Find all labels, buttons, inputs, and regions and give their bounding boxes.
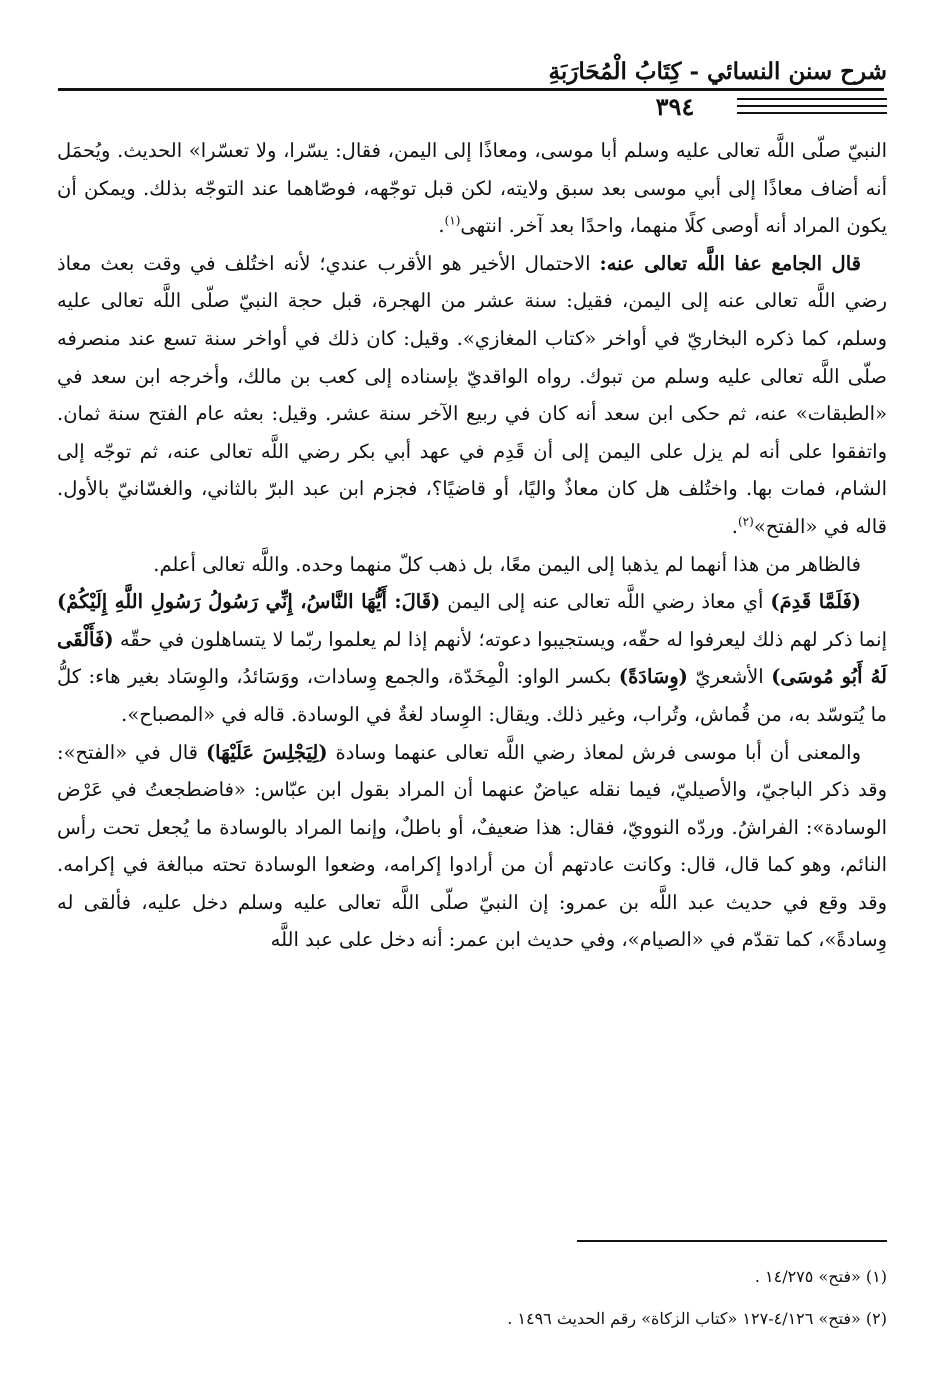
hadith-quote-faalqa: (فَأَلْقَى لَهُ أَبُو مُوسَى) (57, 627, 887, 689)
hadith-quote-qala: (قَالَ: أَيُّهَا النَّاسُ، إِنِّي رَسُولُ رَسُولِ اللَّهِ إِلَيْكُمْ) (57, 590, 441, 614)
page-number-decorative-lines (737, 98, 887, 119)
paragraph-5-text-b: قال في «الفتح»: وقد ذكر الباجيّ، والأصيليّ، فيما نقله عياضٌ عنهما أن المراد بقول ابن عبّاس: «فاضطجعتُ في عَرْض الوسادة»: الفراشُ. وردّه النوويّ، فقال: هذا ضعيفٌ، أو باطلٌ، وإنما المراد بالوسادة ما يُجعل تحت رأس النائم، وهو كما قال، قال: وكانت عادتهم أن من أرادوا إكرامه، وضعوا الوسادة تحته مبالغة في إكرامه. وقد وقع في حديث عبد اللَّه بن عمرو: إن النبيّ صلّى اللَّه تعالى عليه وسلم دخل عليه، فألقى له وِسادةً»، كما تقدّم في «الصيام»، وفي حديث ابن عمر: أنه دخل على عبد اللَّه (57, 740, 887, 952)
footnote-2: (٢) «فتح» ٤/١٢٦-١٢٧ «كتاب الزكاة» رقم الحديث ١٤٩٦ . (507, 1309, 887, 1328)
page-number-row (627, 92, 887, 126)
footnote-ref-2: (٢) (737, 514, 754, 529)
hadith-quote-wisada: (وِسَادَةً) (618, 665, 688, 689)
footnotes (57, 1256, 887, 1340)
hadith-quote-liyajlis: (لِيَجْلِسَ عَلَيْهَا) (205, 740, 328, 764)
paragraph-2 (57, 245, 887, 546)
paragraph-3: فالظاهر من هذا أنهما لم يذهبا إلى اليمن معًا، بل ذهب كلّ منهما وحده. واللَّه تعالى أعلم. (153, 552, 861, 576)
paragraph-2-end: . (731, 514, 738, 538)
paragraph-5 (57, 734, 887, 960)
paragraph-5-text-a: والمعنى أن أبا موسى فرش لمعاذ رضي اللَّه تعالى عنهما وسادة (327, 740, 861, 764)
running-header-title: شرح سنن النسائي - كِتَابُ الْمُحَارَبَةِ (548, 58, 887, 85)
page-number: ٣٩٤ (655, 92, 695, 121)
paragraph-2-lead: قال الجامع عفا اللَّه تعالى عنه: (599, 251, 861, 275)
paragraph-1: النبيّ صلّى اللَّه تعالى عليه وسلم أبا موسى، ومعاذًا إلى اليمن، فقال: يسّرا، ولا تعسّرا» الحديث. ويُحمَل أنه أضاف معاذًا إلى أبي موسى بعد سبق ولايته، لكن قبل توجّهه، فوصّاهما عند التوجّه بذلك. ويمكن أن يكون المراد أنه أوصى كلًا منهما، واحدًا بعد آخر. انتهى$^{(١)}$. (57, 139, 887, 238)
main-text (57, 132, 887, 959)
footnote-ref-1: (١) (444, 213, 461, 228)
paragraph-1-text: النبيّ صلّى اللَّه تعالى عليه وسلم أبا موسى، ومعاذًا إلى اليمن، فقال: يسّرا، ولا تعسّرا» الحديث. ويُحمَل أنه أضاف معاذًا إلى أبي موسى بعد سبق ولايته، لكن قبل توجّهه، فوصّاهما عند التوجّه بذلك. ويمكن أن يكون المراد أنه أوصى كلًا منهما، واحدًا بعد آخر. انتهى (57, 139, 887, 238)
footnote-1: (١) «فتح» ١٤/٢٧٥ . (754, 1267, 887, 1286)
paragraph-4-text-b: إنما ذكر لهم ذلك ليعرفوا له حقّه، ويستجيبوا دعوته؛ لأنهم إذا لم يعلموا ربّما لا يتساهلون في حقّه (113, 627, 887, 651)
paragraph-4-text-d: بكسر الواو: الْمِخَدّة، والجمع وِسادات، ووَسَائدُ، والوِسَاد بغير هاء: كلُّ ما يُتوسّد به، من قُماش، وتُراب، وغير ذلك. ويقال: الوِساد لغةٌ في الوسادة. قاله في «المصباح». (57, 665, 887, 726)
header-rule (58, 88, 884, 91)
paragraph-4 (57, 583, 887, 733)
paragraph-4-text-c: الأشعريّ (687, 665, 772, 689)
footnote-separator (577, 1240, 887, 1242)
hadith-quote-falamma-qadim: (فَلَمَّا قَدِمَ) (770, 590, 861, 614)
paragraph-4-text-a: أي معاذ رضي اللَّه تعالى عنه إلى اليمن (440, 590, 771, 614)
paragraph-2-text: الاحتمال الأخير هو الأقرب عندي؛ لأنه اختُلف في وقت بعث معاذ رضي اللَّه تعالى عنه إلى اليمن، فقيل: سنة عشر من الهجرة، قبل حجة النبيّ صلّى اللَّه تعالى عليه وسلم، كما ذكره البخاريّ في أواخر «كتاب المغازي». وقيل: كان ذلك في أواخر سنة تسع عند منصرفه صلّى اللَّه تعالى عليه وسلم من تبوك. رواه الواقديّ بإسناده إلى كعب بن مالك، وأخرجه ابن سعد في «الطبقات» عنه، ثم حكى ابن سعد أنه كان في ربيع الآخر سنة عشر. وقيل: بعثه عام الفتح سنة ثمان. واتفقوا على أنه لم يزل على اليمن إلى أن قَدِم في عهد أبي بكر رضي اللَّه تعالى عنه، ثم توجّه إلى الشام، فمات بها. واختُلف هل كان معاذٌ واليًا، أو قاضيًا؟، فجزم ابن عبد البرّ بالثاني، والغسّانيّ بالأول. قاله في «الفتح» (57, 251, 887, 538)
